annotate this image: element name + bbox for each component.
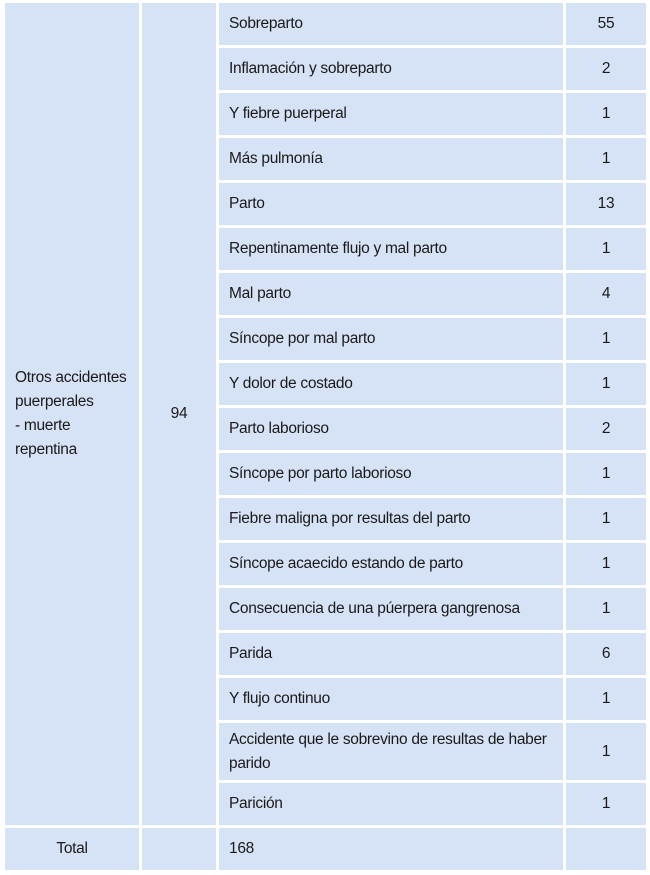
category-line: Otros accidentes — [15, 369, 127, 386]
cause-cell: Mal parto — [219, 273, 563, 315]
cause-cell: Accidente que le sobrevino de resultas de haber parido — [219, 723, 563, 780]
count-cell: 2 — [566, 408, 646, 450]
count-cell: 1 — [566, 228, 646, 270]
cause-cell: Y flujo continuo — [219, 678, 563, 720]
count-cell: 1 — [566, 498, 646, 540]
count-cell: 1 — [566, 588, 646, 630]
count-cell: 4 — [566, 273, 646, 315]
subtotal-cell: 94 — [142, 3, 216, 825]
total-empty-cell — [566, 828, 646, 870]
count-cell: 1 — [566, 138, 646, 180]
count-cell: 1 — [566, 783, 646, 825]
cause-cell: Síncope por mal parto — [219, 318, 563, 360]
cause-cell: Sobreparto — [219, 3, 563, 45]
total-empty-cell — [142, 828, 216, 870]
cause-cell: Parto laborioso — [219, 408, 563, 450]
cause-cell: Más pulmonía — [219, 138, 563, 180]
table-row — [5, 3, 646, 45]
category-line: repentina — [15, 441, 77, 458]
cause-cell: Y dolor de costado — [219, 363, 563, 405]
count-cell: 13 — [566, 183, 646, 225]
count-cell: 1 — [566, 318, 646, 360]
count-cell: 6 — [566, 633, 646, 675]
cause-cell: Parida — [219, 633, 563, 675]
count-cell: 1 — [566, 543, 646, 585]
category-cell — [5, 3, 139, 825]
category-line: - muerte — [15, 417, 71, 434]
count-cell: 1 — [566, 93, 646, 135]
count-cell: 1 — [566, 363, 646, 405]
total-row — [5, 828, 646, 870]
cause-cell: Parición — [219, 783, 563, 825]
cause-of-death-table — [2, 0, 649, 873]
count-cell: 55 — [566, 3, 646, 45]
cause-cell: Y fiebre puerperal — [219, 93, 563, 135]
count-cell: 2 — [566, 48, 646, 90]
category-line: puerperales — [15, 393, 94, 410]
cause-cell: Fiebre maligna por resultas del parto — [219, 498, 563, 540]
count-cell: 1 — [566, 453, 646, 495]
count-cell: 1 — [566, 723, 646, 780]
cause-cell: Consecuencia de una púerpera gangrenosa — [219, 588, 563, 630]
cause-cell: Síncope por parto laborioso — [219, 453, 563, 495]
cause-cell: Síncope acaecido estando de parto — [219, 543, 563, 585]
cause-cell: Parto — [219, 183, 563, 225]
total-label: Total — [5, 828, 139, 870]
total-value: 168 — [219, 828, 563, 870]
cause-cell: Inflamación y sobreparto — [219, 48, 563, 90]
cause-cell: Repentinamente flujo y mal parto — [219, 228, 563, 270]
count-cell: 1 — [566, 678, 646, 720]
